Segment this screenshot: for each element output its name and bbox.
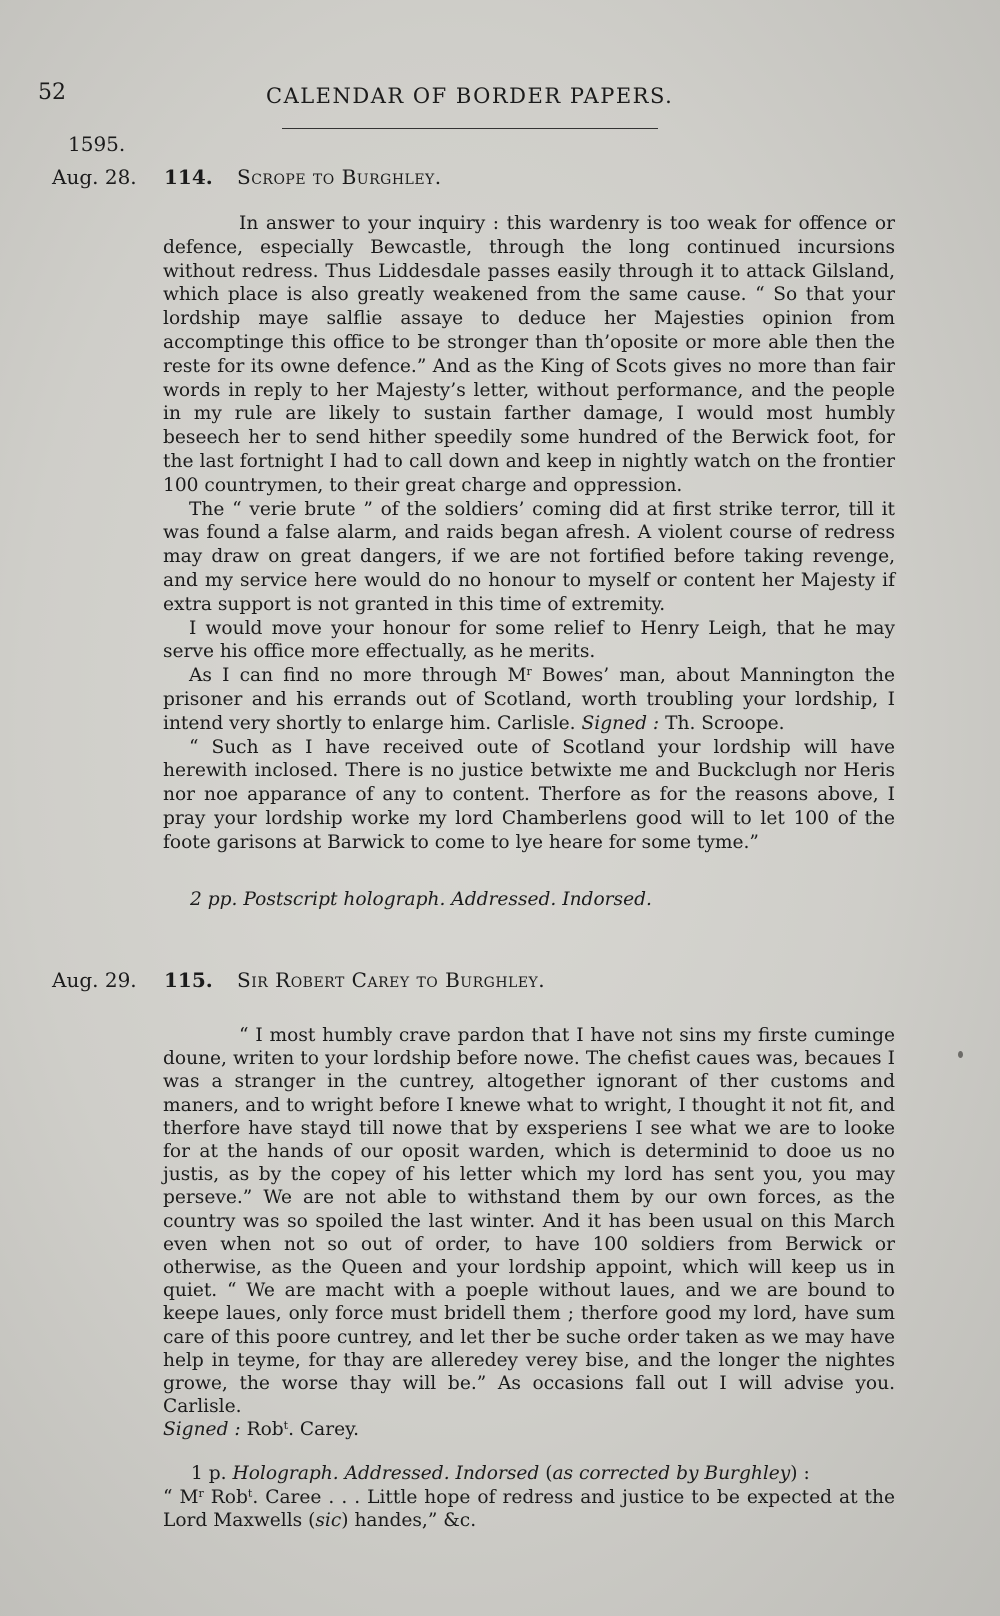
superscript: r [198, 1486, 204, 1500]
entry-heading [52, 165, 912, 195]
header-rule [282, 128, 658, 129]
entry-body [163, 1024, 895, 1442]
entry-heading [52, 968, 912, 998]
note-quote: Rob [203, 1486, 248, 1508]
document-note [190, 888, 890, 912]
entry-date: Aug. 29. [52, 968, 137, 992]
note-text: 2 pp. Postscript holograph. Addressed. Indorsed. [190, 889, 652, 910]
superscript: r [526, 665, 532, 679]
signed-label: Signed : [163, 1419, 241, 1441]
page-header [38, 80, 938, 120]
text-run: As I can find no more through [189, 665, 508, 687]
note-quote: . Caree . . . Little hope of redress and justice to be expected at the Lord Maxwells ( [163, 1486, 895, 1532]
signatory: Rob [240, 1419, 284, 1441]
running-title: CALENDAR OF BORDER PAPERS. [266, 84, 674, 108]
entry-title: Scrope to Burghley. [237, 165, 442, 189]
note-paren: ) : [790, 1463, 810, 1484]
superscript: t [283, 1419, 289, 1433]
note-text: Holograph. Addressed. Indorsed [226, 1463, 546, 1484]
paragraph: In answer to your inquiry : this wardenry is too weak for offence or defence, especially Bewcastle, through the long continued incursions without redress. Thus Liddesdale passes easily through it to attack Gilsland, which place is also greatly weakened from the same cause. “ So that your lordship maye salflie assaye to deduce her Majesties opinion from accomptinge this office to be stronger than th’oposite or more able then the reste for its owne defence.” And as the King of Scots gives no more than fair words in reply to her Majesty’s letter, without performance, and the people in my rule are likely to sustain farther damage, I would most humbly beseech her to send hither speedily some hundred of the Berwick foot, for the last fortnight I had to call down and keep in nightly watch on the frontier 100 countrymen, to their great charge and oppression. [163, 213, 895, 496]
paragraph [163, 1024, 895, 1442]
entry-date: Aug. 28. [52, 165, 137, 189]
note-pages: 1 p. [191, 1463, 227, 1484]
entry-number: 115. [164, 968, 213, 992]
note-text: as corrected by Burghley [552, 1463, 791, 1484]
signatory: Th. Scroope. [659, 712, 785, 734]
paragraph: I would move your honour for some relief to Henry Leigh, that he may serve his office more effectually, as he merits. [163, 617, 895, 663]
text-run: M [507, 665, 527, 687]
paragraph [163, 664, 895, 735]
print-speck [958, 1051, 963, 1058]
signed-label: Signed : [581, 712, 660, 734]
page-number: 52 [38, 80, 66, 105]
note-paren: ( [545, 1463, 553, 1484]
note-quote: “ M [163, 1486, 199, 1508]
entry-number: 114. [164, 165, 213, 189]
text-run: Bowes’ man, about Mannington the prisoner and his errands out of Scotland, worth troubling your lordship, I intend very shortly to enlarge him. Carlisle. [163, 665, 895, 734]
text-run: “ I most humbly crave pardon that I have not sins my firste cuminge doune, writen to your lordship before nowe. The chefist caues was, becaues I was a stranger in the cuntrey, altogether ignorant of ther customs and maners, and to wright before I knewe what to wright, I thought it not fit, and therfore have stayd till nowe that by exsperiens I see what we are to looke for at the hands of our oposit warden, which is determinid to dooe us no justis, as by the copey of his letter which my lord has sent you, you may perseve.” We are not able to withstand them by our own forces, as the country was so spoiled the last winter. And it has been usual on this March even when not so out of order, to have 100 soldiers from Berwick or otherwise, as the Queen and your lordship appoint, which will keep us in quiet. “ We are macht with a poeple without laues, and we are bound to keepe laues, only force must bridell them ; therfore good my lord, have sum care of this poore cuntrey, and let ther be suche order taken as we may have help in teyme, for thay are alleredey verey bise, and the longer the nightes growe, the worse thay will be.” As occasions fall out I will advise you. Carlisle. [163, 1025, 895, 1418]
note-quote: ) handes,” &c. [341, 1510, 477, 1532]
note-sic: sic [315, 1510, 342, 1532]
entry-title: Sir Robert Carey to Burghley. [237, 968, 546, 992]
paragraph: “ Such as I have received oute of Scotland your lordship will have herewith inclosed. There is no justice betwixte me and Buckclugh nor Heris nor noe apparance of any to content. Therfore as for the reasons above, I pray your lordship worke my lord Chamberlens good will to let 100 of the foote garisons at Barwick to come to lye heare for some tyme.” [163, 736, 895, 853]
signatory-rest: . Carey. [288, 1419, 360, 1441]
paragraph: The “ verie brute ” of the soldiers’ coming did at first strike terror, till it was found a false alarm, and raids began afresh. A violent course of redress may draw on great dangers, if we are not fortified before taking revenge, and my service here would do no honour to myself or content her Majesty if extra support is not granted in this time of extremity. [163, 498, 895, 615]
superscript: t [247, 1486, 253, 1500]
year-label: 1595. [68, 132, 126, 156]
document-note [163, 1462, 895, 1533]
entry-body [163, 212, 895, 855]
